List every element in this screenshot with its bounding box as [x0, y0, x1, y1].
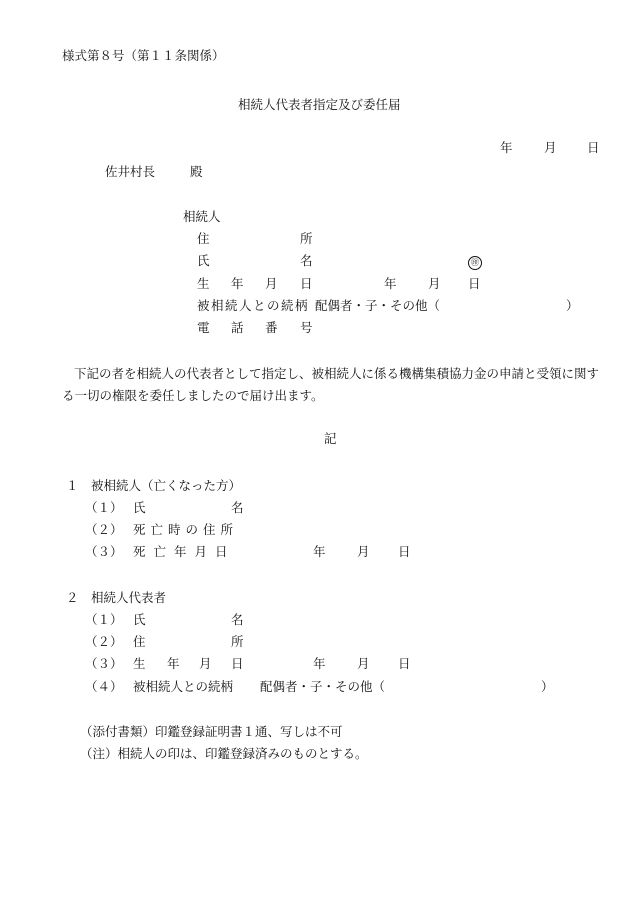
heirs-birth-row: [0, 276, 630, 292]
section1-item-1: [0, 500, 630, 516]
item-number: （２）: [85, 522, 123, 537]
item-year: 年: [313, 656, 326, 671]
addressee-honorific: 殿: [190, 164, 203, 179]
item-month: 月: [357, 656, 370, 671]
birth-year: 年: [384, 276, 397, 291]
heirs-name-row: [0, 253, 630, 269]
phone-label-2: 話: [231, 320, 244, 335]
date-month: 月: [544, 140, 557, 155]
birth-label-2: 年: [231, 276, 244, 291]
item-label: 被相続人との続柄: [133, 679, 234, 694]
seal-icon: ㊞: [468, 256, 482, 270]
seal-mark: [468, 253, 482, 270]
birth-label-3: 月: [265, 276, 278, 291]
phone-label-1: 電: [197, 320, 210, 335]
item-label-2: 名: [231, 612, 244, 627]
name-label-1: 氏: [197, 253, 210, 268]
item-day: 日: [398, 656, 411, 671]
document-title: 相続人代表者指定及び委任届: [238, 97, 401, 112]
heirs-phone-row: [0, 320, 630, 336]
section1-item-3: [0, 544, 630, 560]
date-day: 日: [587, 140, 600, 155]
relation-close: ）: [566, 298, 579, 313]
form-number: 様式第８号（第１１条関係）: [62, 48, 225, 63]
item-day: 日: [398, 544, 411, 559]
item-close: ）: [541, 679, 554, 694]
item-number: （１）: [85, 500, 123, 515]
addressee-name: 佐井村長: [105, 164, 156, 179]
date-line: [0, 140, 630, 156]
birth-day: 日: [468, 276, 481, 291]
item-number: （４）: [85, 679, 123, 694]
birth-label-1: 生: [197, 276, 210, 291]
section2-item-4: [0, 679, 630, 695]
item-number: （３）: [85, 656, 123, 671]
item-label-3: 月: [199, 656, 212, 671]
section1-heading: １ 被相続人（亡くなった方）: [66, 478, 242, 493]
declaration-text: 下記の者を相続人の代表者として指定し、被相続人に係る機構集積協力金の申請と受領に関する一切の権限を委任しましたので届け出ます。: [62, 366, 600, 403]
item-label-2: 所: [231, 634, 244, 649]
phone-label-4: 号: [300, 320, 313, 335]
item-month: 月: [357, 544, 370, 559]
section1-item-2: [0, 522, 630, 538]
item-label-4: 日: [231, 656, 244, 671]
item-label-1: 住: [133, 634, 146, 649]
section2-item-3: [0, 656, 630, 672]
item-label-2: 年: [167, 656, 180, 671]
phone-label-3: 番: [265, 320, 278, 335]
item-label: 死亡時の住所: [133, 522, 239, 537]
item-number: （３）: [85, 544, 123, 559]
name-label-2: 名: [300, 253, 313, 268]
item-options: 配偶者・子・その他（: [260, 679, 386, 694]
section2-item-2: [0, 634, 630, 650]
heirs-address-row: [0, 231, 630, 247]
address-label-1: 住: [197, 231, 210, 246]
item-label-1: 氏: [133, 612, 146, 627]
attachments-note: （添付書類）印鑑登録証明書１通、写しは不可: [80, 724, 343, 739]
heirs-relation-row: [0, 298, 630, 314]
relation-label: 被相続人との続柄: [197, 298, 310, 313]
seal-note: （注）相続人の印は、印鑑登録済みのものとする。: [80, 746, 368, 761]
item-label-1: 生: [133, 656, 146, 671]
item-year: 年: [313, 544, 326, 559]
addressee: [0, 164, 630, 180]
section2-item-1: [0, 612, 630, 628]
item-label-1: 氏: [133, 500, 146, 515]
section2-heading: ２ 相続人代表者: [66, 590, 167, 605]
ki-marker: 記: [324, 431, 337, 446]
date-year: 年: [500, 140, 513, 155]
item-number: （１）: [85, 612, 123, 627]
heirs-heading: 相続人: [183, 209, 221, 224]
item-label-2: 名: [231, 500, 244, 515]
item-number: （２）: [85, 634, 123, 649]
address-label-2: 所: [300, 231, 313, 246]
relation-options: 配偶者・子・その他（: [315, 298, 441, 313]
birth-label-4: 日: [300, 276, 313, 291]
item-label: 死亡年月日: [133, 544, 236, 559]
birth-month: 月: [428, 276, 441, 291]
